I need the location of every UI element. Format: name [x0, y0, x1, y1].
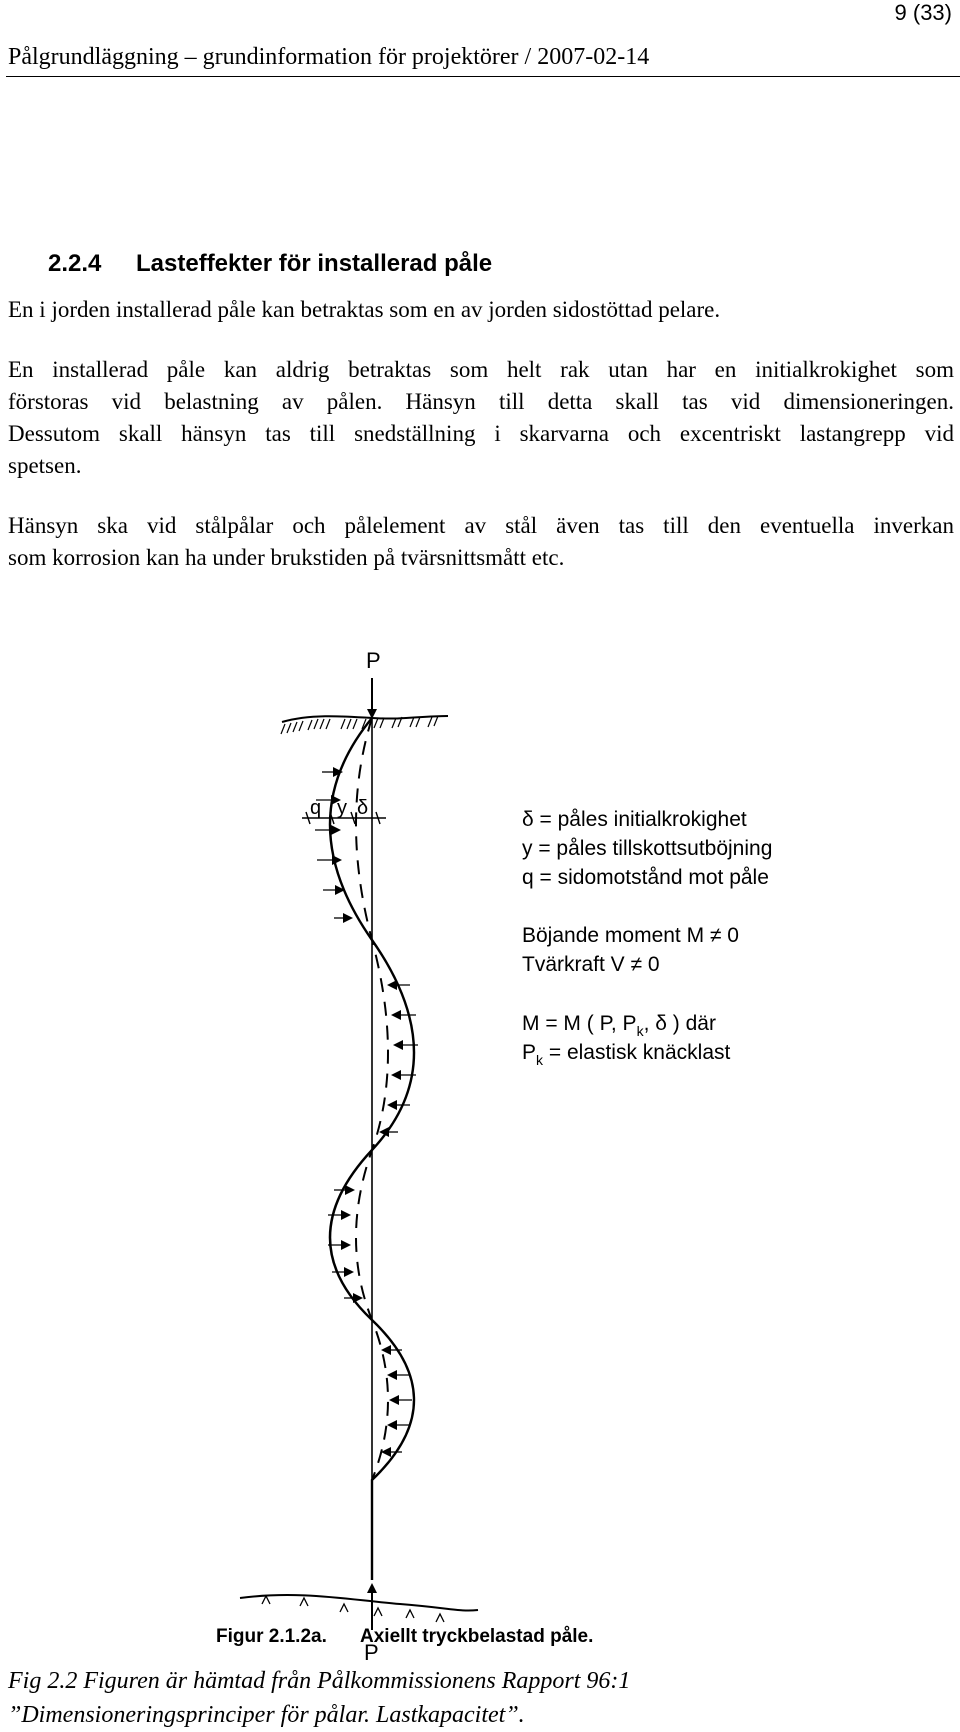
paragraph-line: spetsen. [8, 453, 82, 478]
shear-text: Tvärkraft V ≠ 0 [522, 953, 660, 976]
paragraph-2 [8, 354, 954, 482]
ground-hatch-top [281, 716, 438, 734]
legend-line-q: q = sidomotstånd mot påle [522, 866, 769, 889]
ground-surface-bottom [240, 1595, 478, 1611]
figure-caption-label: Figur 2.1.2a. [216, 1626, 327, 1647]
legend-line-delta: δ = påles initialkrokighet [522, 808, 747, 831]
header-rule [6, 76, 960, 77]
section-number: 2.2.4 [48, 250, 102, 277]
pk-definition: $P_k$ = elastisk knäcklast [522, 1041, 731, 1068]
symbol-q: q [310, 797, 322, 819]
paragraph-line: En i jorden installerad påle kan betraktas som en av jorden sidostöttad pelare. [8, 297, 721, 322]
paragraph-3 [8, 510, 954, 574]
section-title: Lasteffekter för installerad påle [136, 250, 493, 277]
paragraph-1 [8, 294, 954, 326]
symbol-y: y [337, 797, 347, 819]
caption-line: ”Dimensioneringsprinciper för pålar. Lastkapacitet”. [8, 1702, 525, 1728]
symbol-delta: δ [357, 797, 369, 819]
pile-figure [0, 600, 960, 1660]
document-header: Pålgrundläggning – grundinformation för projektörer / 2007-02-14 [8, 44, 650, 70]
paragraph-line: En installerad påle kan aldrig betraktas som helt rak utan har en initialkrokighet som [8, 357, 954, 382]
legend-line-y: y = påles tillskottsutböjning [522, 837, 773, 860]
paragraph-line: Hänsyn ska vid stålpålar och pålelement av stål även tas till den eventuella inverkan [8, 513, 954, 538]
load-label-top: P [366, 648, 381, 673]
load-label-bottom: P [364, 1640, 379, 1660]
paragraph-line: Dessutom skall hänsyn tas till snedställning i skarvarna och excentriskt lastangrepp vid [8, 421, 954, 446]
paragraph-line: förstoras vid belastning av pålen. Hänsyn till detta skall tas vid dimensioneringen. [8, 389, 954, 414]
paragraph-line: som korrosion kan ha under brukstiden på tvärsnittsmått etc. [8, 545, 565, 570]
figure-caption-text: Axiellt tryckbelastad påle. [360, 1626, 594, 1647]
soil-resistance-arrows [315, 772, 418, 1452]
section-heading [48, 250, 492, 278]
moment-text: Böjande moment M ≠ 0 [522, 924, 739, 947]
figure-legend [522, 808, 772, 1068]
moment-formula: M = M ( P, $P_k$, δ ) där [522, 1012, 716, 1039]
page-number: 9 (33) [894, 0, 952, 25]
figure-caption [8, 1664, 630, 1732]
caption-line: Fig 2.2 Figuren är hämtad från Pålkommissionens Rapport 96:1 [8, 1668, 631, 1694]
